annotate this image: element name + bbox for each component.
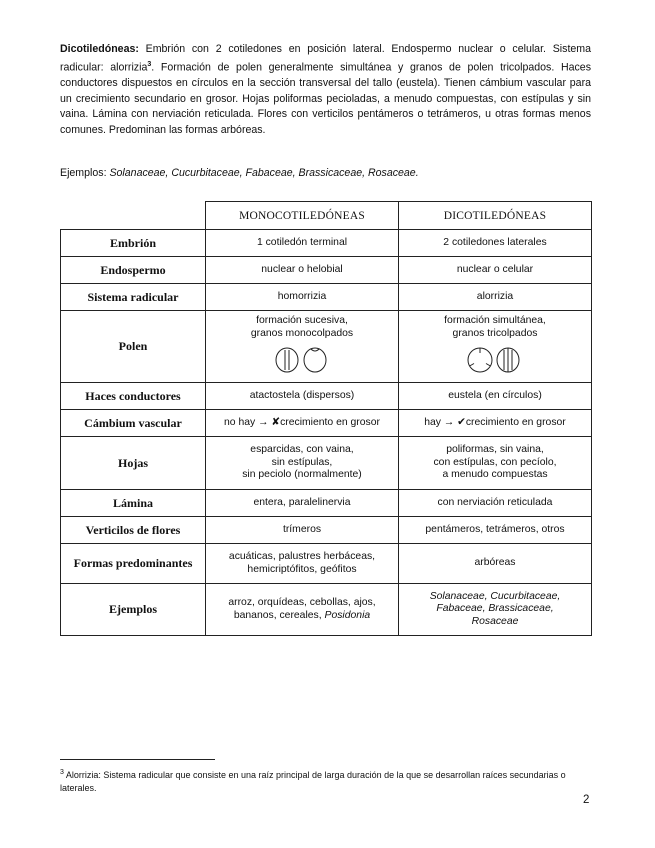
- table-row: [61, 517, 592, 544]
- row-label: Formas predominantes: [61, 544, 206, 584]
- dico-cell: hay → ✔crecimiento en grosor: [399, 410, 592, 437]
- table-header-row: [61, 202, 592, 230]
- table-row: [61, 544, 592, 584]
- cell-line: hemicriptófitos, geófitos: [247, 563, 357, 575]
- table-row: [61, 230, 592, 257]
- row-label: Sistema radicular: [61, 284, 206, 311]
- table-row: [61, 490, 592, 517]
- dico-cell: nuclear o celular: [399, 257, 592, 284]
- cell-line: acuáticas, palustres herbáceas,: [228, 551, 376, 562]
- table-row: [61, 284, 592, 311]
- tricolpate-pollen-icons: [403, 346, 587, 374]
- row-label: Haces conductores: [61, 383, 206, 410]
- comparison-table: [60, 201, 592, 636]
- intro-paragraph: [60, 42, 591, 138]
- row-label: Polen: [61, 311, 206, 383]
- examples-label: Ejemplos:: [60, 167, 110, 179]
- mono-cell: no hay → ✘crecimiento en grosor: [206, 410, 399, 437]
- mono-cell: [206, 544, 399, 584]
- monocolpate-pollen-icons: [210, 346, 394, 374]
- examples-list: Solanaceae, Cucurbitaceae, Fabaceae, Brassicaceae, Rosaceae.: [109, 167, 419, 179]
- monocolpate-pollen-icon: [273, 346, 331, 374]
- header-blank-cell: [61, 202, 206, 230]
- dico-cell: alorrizia: [399, 284, 592, 311]
- footnote-divider: [60, 759, 215, 760]
- intro-text-a: Embrión con 2 cotiledones en posición lateral. Endospermo nuclear o celular. Sistema radicular: alorrizia: [60, 43, 591, 74]
- mono-cell: [206, 584, 399, 636]
- footnote: [60, 766, 591, 795]
- footnote-ref: 3: [147, 61, 152, 69]
- page-number: 2: [583, 794, 590, 806]
- row-label: Endospermo: [61, 257, 206, 284]
- dico-cell: pentámeros, tetrámeros, otros: [399, 517, 592, 544]
- cell-italic-text: Posidonia: [324, 609, 371, 621]
- mono-cell: trímeros: [206, 517, 399, 544]
- dico-cell: 2 cotiledones laterales: [399, 230, 592, 257]
- header-dico: DICOTILEDÓNEAS: [399, 202, 592, 230]
- dico-cell: [399, 311, 592, 383]
- mono-cell: [206, 437, 399, 490]
- cell-line: [210, 610, 394, 623]
- cell-line: granos monocolpados: [250, 327, 354, 339]
- row-label: Lámina: [61, 490, 206, 517]
- cell-line: sin peciolo (normalmente): [242, 469, 362, 481]
- cell-line: formación sucesiva,: [256, 315, 348, 326]
- cell-line: esparcidas, con vaina,: [250, 444, 354, 456]
- dico-cell: eustela (en círculos): [399, 383, 592, 410]
- table-row: [61, 437, 592, 490]
- tricolpate-pollen-icon: [466, 346, 524, 374]
- footnote-marker: 3: [60, 769, 64, 776]
- table-row: [61, 584, 592, 636]
- table-row: [61, 410, 592, 437]
- row-label: Cámbium vascular: [61, 410, 206, 437]
- row-label: Verticilos de flores: [61, 517, 206, 544]
- table-row: [61, 383, 592, 410]
- intro-text-b: . Formación de polen generalmente simultánea y granos de polen tricolpados. Haces conductores dispuestos en círculos en la sección transversal del tallo (eustela). Tienen cámbium vascular para un crecimiento secundario en grosor. Hojas poliformas pecioladas, a menudo compuestas, con estípulas y sin vaina. Lámina con nerviación reticulada. Flores con verticilos pentámeros o tetrámeros, u otras formas menos comunes. Predominan las formas arbóreas.: [60, 61, 591, 136]
- header-mono: MONOCOTILEDÓNEAS: [206, 202, 399, 230]
- footnote-text: Alorrizia: Sistema radicular que consiste en una raíz principal de larga duración de la que se desarrollan raíces secundarias o laterales.: [60, 770, 566, 793]
- row-label: Hojas: [61, 437, 206, 490]
- examples-line: [60, 166, 591, 180]
- dico-cell: con nerviación reticulada: [399, 490, 592, 517]
- cell-line: con estípulas, con pecíolo,: [433, 456, 557, 468]
- cell-line: poliformas, sin vaina,: [446, 444, 544, 456]
- table-row: [61, 257, 592, 284]
- mono-cell: atactostela (dispersos): [206, 383, 399, 410]
- cell-line: Rosaceae: [471, 615, 519, 627]
- mono-cell: nuclear o helobial: [206, 257, 399, 284]
- mono-cell: entera, paralelinervia: [206, 490, 399, 517]
- dico-cell: arbóreas: [399, 544, 592, 584]
- table-row: [61, 311, 592, 383]
- mono-cell: 1 cotiledón terminal: [206, 230, 399, 257]
- cell-line: Fabaceae, Brassicaceae,: [436, 603, 554, 615]
- cell-line: sin estípulas,: [271, 456, 333, 468]
- row-label: Embrión: [61, 230, 206, 257]
- cell-line: arroz, orquídeas, cebollas, ajos,: [228, 597, 376, 608]
- dico-cell: [399, 437, 592, 490]
- cell-line: granos tricolpados: [452, 327, 538, 339]
- mono-cell: homorrizia: [206, 284, 399, 311]
- mono-cell: [206, 311, 399, 383]
- cell-line: a menudo compuestas: [442, 469, 548, 481]
- cell-line: formación simultánea,: [444, 315, 546, 326]
- cell-text: bananos, cereales,: [233, 609, 325, 621]
- cell-line: Solanaceae, Cucurbitaceae,: [429, 590, 561, 602]
- intro-term: Dicotiledóneas:: [60, 43, 139, 55]
- row-label: Ejemplos: [61, 584, 206, 636]
- dico-cell: [399, 584, 592, 636]
